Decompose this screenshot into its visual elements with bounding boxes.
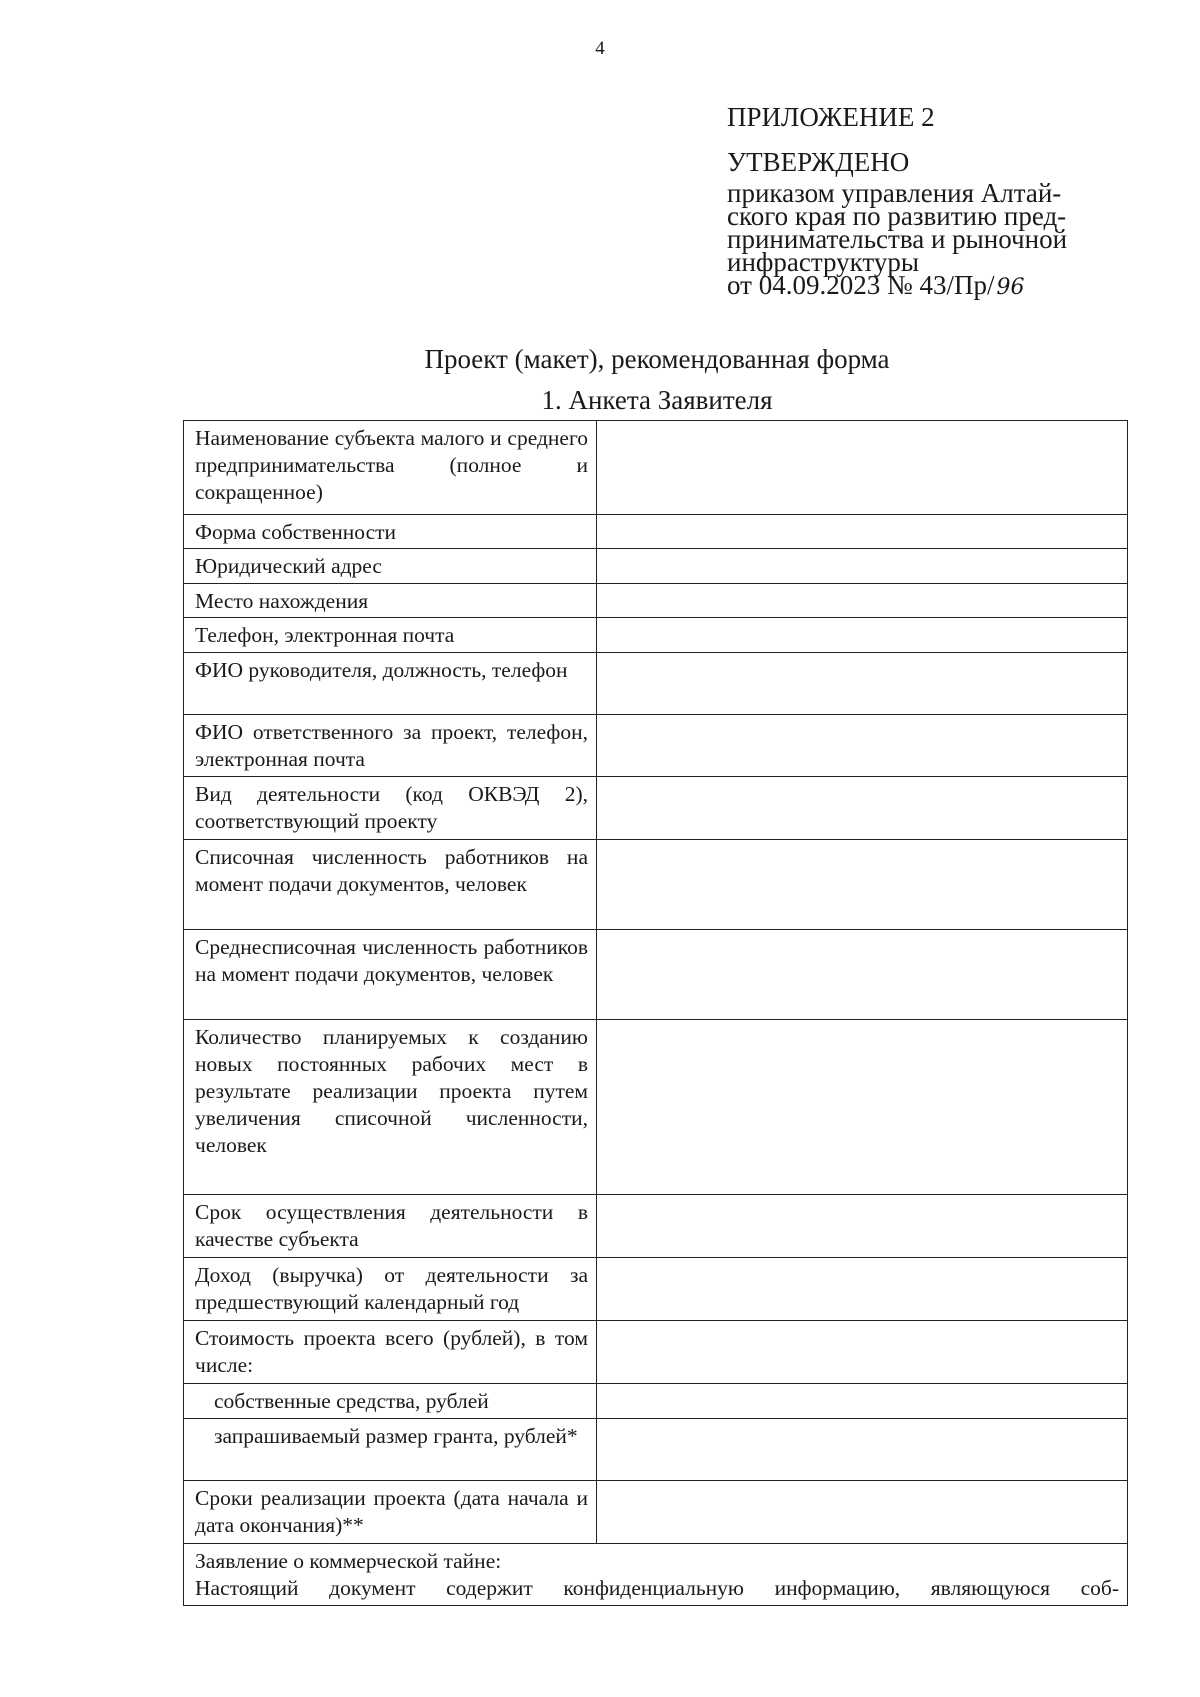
row-value-field[interactable] [597,1020,1128,1195]
row-value-field[interactable] [597,1481,1128,1544]
table-row [184,1258,1128,1321]
table-row [184,584,1128,618]
row-value-field[interactable] [597,930,1128,1020]
row-label: Срок осуществления деятельности в качестве субъекта [184,1195,597,1258]
row-label: Вид деятельности (код ОКВЭД 2), соответствующий проекту [184,777,597,840]
order-line: ского края по развитию пред- [727,200,1067,231]
row-value-field[interactable] [597,584,1128,618]
row-value-field[interactable] [597,421,1128,515]
commercial-secret-statement [184,1544,1128,1606]
handwritten-number: 96 [996,274,1025,300]
order-line: принимательства и рыночной [727,223,1068,254]
row-label: Количество планируемых к созданию новых постоянных рабочих мест в результате реализации проекта путем увеличения списочной численности, человек [184,1020,597,1195]
row-label: ФИО руководителя, должность, телефон [184,653,597,715]
row-value-field[interactable] [597,777,1128,840]
appendix-heading: ПРИЛОЖЕНИЕ 2 [727,102,935,132]
statement-title: Заявление о коммерческой тайне: [195,1549,502,1573]
section-title: 1. Анкета Заявителя [541,385,773,415]
order-reference [727,178,1107,300]
row-value-field[interactable] [597,618,1128,653]
table-row [184,653,1128,715]
table-row [184,1544,1128,1606]
table-row [184,930,1128,1020]
statement-text: Настоящий документ содержит конфиденциальную информацию, являющуюся соб- [195,1576,1119,1600]
table-row [184,549,1128,584]
form-title: Проект (макет), рекомендованная форма [424,344,890,374]
approved-heading: УТВЕРЖДЕНО [727,147,910,177]
row-label: ФИО ответственного за проект, телефон, электронная почта [184,715,597,777]
order-date-line [727,269,1107,300]
row-value-field[interactable] [597,1321,1128,1384]
row-label: Списочная численность работников на момент подачи документов, человек [184,840,597,930]
table-row [184,1384,1128,1419]
row-label: Сроки реализации проекта (дата начала и дата окончания)** [184,1481,597,1544]
row-label: Место нахождения [184,584,597,618]
table-row [184,715,1128,777]
row-label: Среднесписочная численность работников на момент подачи документов, человек [184,930,597,1020]
row-label: запрашиваемый размер гранта, рублей* [184,1419,597,1481]
row-label: Форма собственности [184,515,597,549]
row-label: Юридический адрес [184,549,597,584]
row-label: Телефон, электронная почта [184,618,597,653]
row-value-field[interactable] [597,1384,1128,1419]
row-value-field[interactable] [597,840,1128,930]
table-row [184,515,1128,549]
table-row [184,1321,1128,1384]
row-value-field[interactable] [597,1195,1128,1258]
row-label: Стоимость проекта всего (рублей), в том числе: [184,1321,597,1384]
table-row [184,840,1128,930]
table-row [184,618,1128,653]
row-value-field[interactable] [597,653,1128,715]
table-row [184,1419,1128,1481]
row-value-field[interactable] [597,715,1128,777]
order-line: приказом управления Алтай- [727,178,1062,208]
row-value-field[interactable] [597,515,1128,549]
approval-block [727,102,1107,300]
table-row [184,1481,1128,1544]
page-number: 4 [595,38,605,59]
order-date: от 04.09.2023 № 43/Пр/ [727,269,995,300]
table-row [184,421,1128,515]
applicant-form-table [183,420,1128,1606]
row-label: Наименование субъекта малого и среднего предпринимательства (полное и сокращенное) [184,421,597,515]
row-value-field[interactable] [597,1419,1128,1481]
row-value-field[interactable] [597,549,1128,584]
table-row [184,1195,1128,1258]
row-label: Доход (выручка) от деятельности за предшествующий календарный год [184,1258,597,1321]
table-row [184,777,1128,840]
row-value-field[interactable] [597,1258,1128,1321]
table-row [184,1020,1128,1195]
row-label: собственные средства, рублей [184,1384,597,1419]
order-line: инфраструктуры [727,246,919,277]
